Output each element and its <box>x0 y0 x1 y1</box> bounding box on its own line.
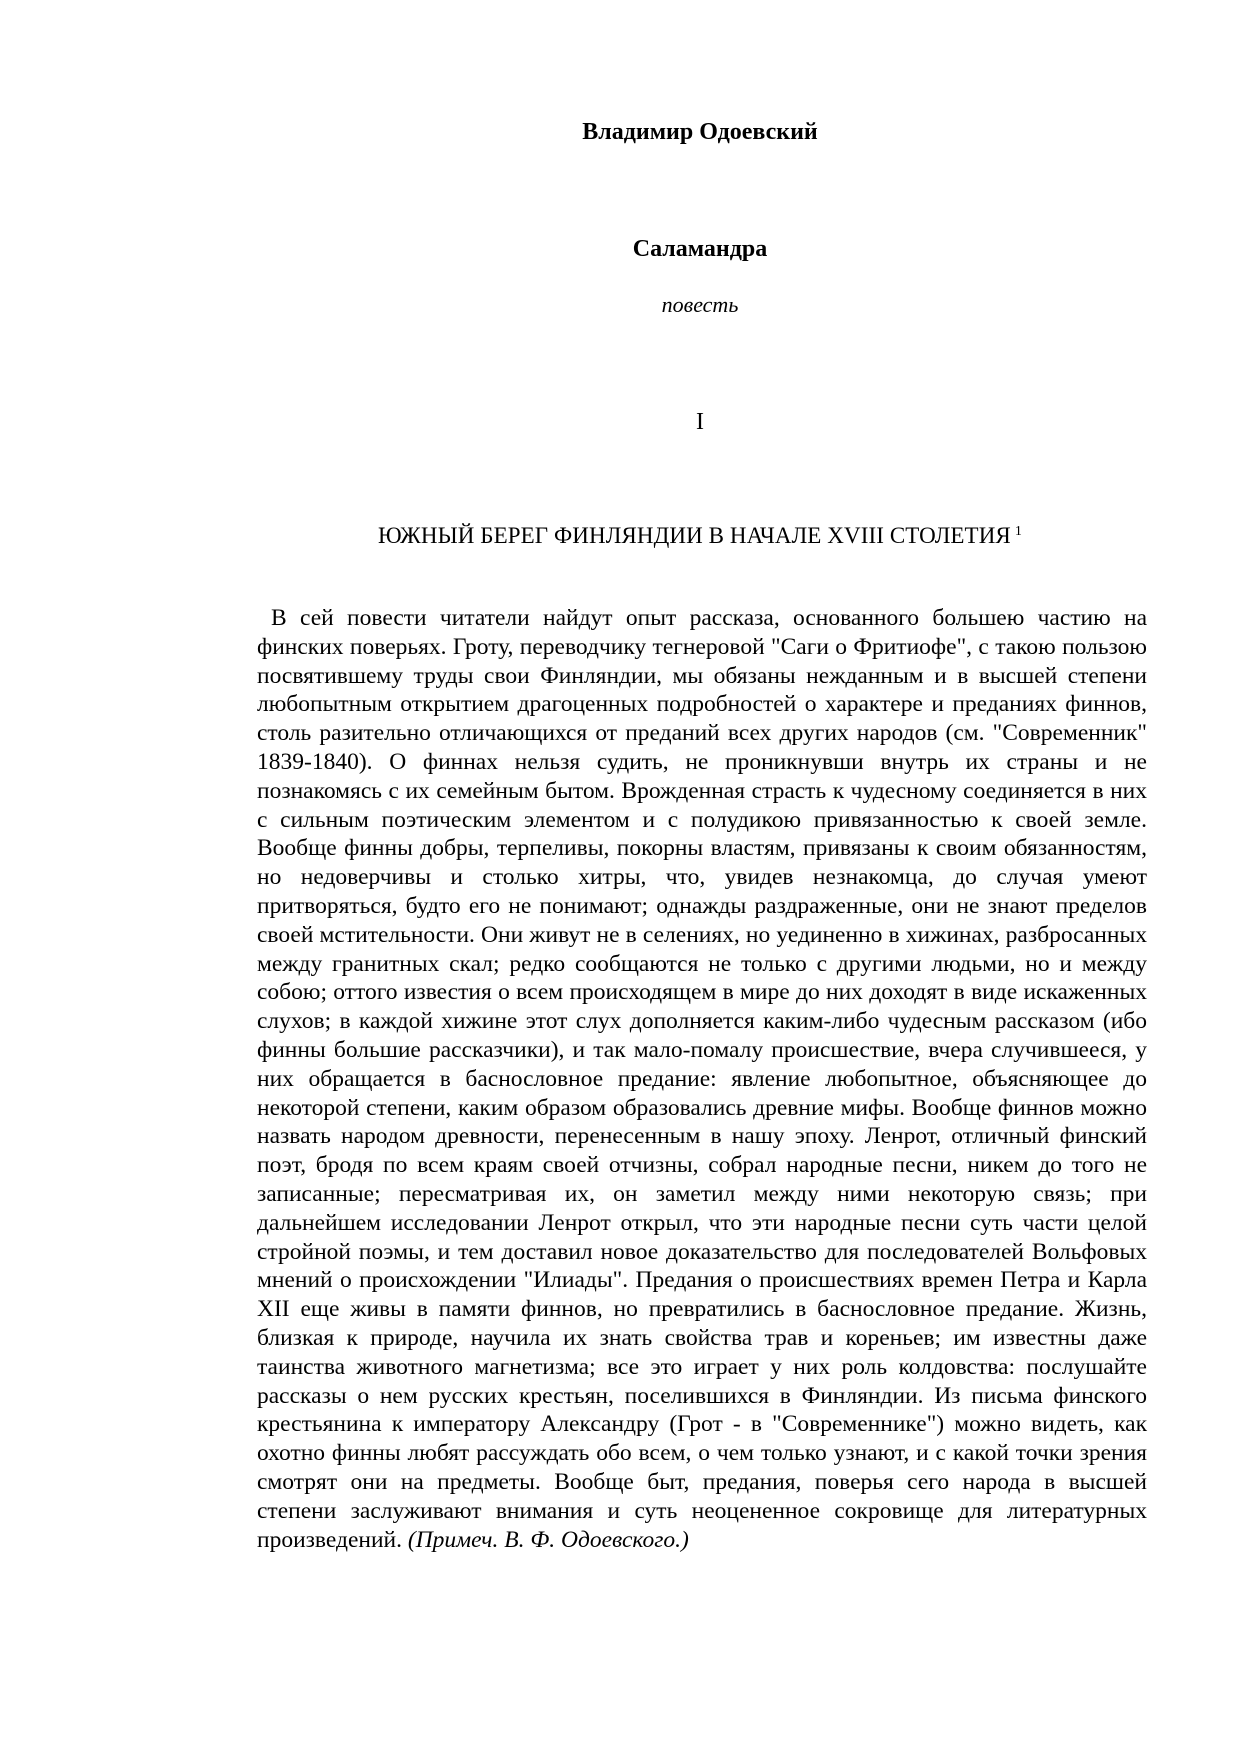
author-note: (Примеч. В. Ф. Одоевского.) <box>407 1526 689 1553</box>
chapter-number: I <box>696 409 704 435</box>
chapter-title-text: ЮЖНЫЙ БЕРЕГ ФИНЛЯНДИИ В НАЧАЛЕ XVIII СТОЛЕТИЯ <box>378 523 1011 548</box>
body-paragraph-text: В сей повести читатели найдут опыт рассказа, основанного большею частию на финских поверьях. Гроту, переводчику тегнеровой "Саги о Фритиофе", с такою пользою посвятившему труды свои Финляндии, мы обязаны нежданным и в высшей степени любопытным открытием драгоценных подробностей о характере и преданиях финнов, столь разительно отличающихся от преданий всех других народов (см. "Современник" 1839-1840). О финнах нельзя судить, не проникнувши внутрь их страны и не познакомясь с их семейным бытом. Врожденная страсть к чудесному соединяется в них с сильным поэтическим элементом и с полудикою привязанностью к своей земле. Вообще финны добры, терпеливы, покорны властям, привязаны к своим обязанностям, но недоверчивы и столько хитры, что, увидев незнакомца, до случая умеют притворяться, будто его не понимают; однажды раздраженные, они не знают пределов своей мстительности. Они живут не в селениях, но уединенно в хижинах, разбросанных между гранитных скал; редко сообщаются не только с другими людьми, но и между собою; оттого известия о всем происходящем в мире до них доходят в виде искаженных слухов; в каждой хижине этот слух дополняется каким-либо чудесным рассказом (ибо финны большие рассказчики), и так мало-помалу происшествие, вчера случившееся, у них обращается в баснословное предание: явление любопытное, объясняющее до некоторой степени, каким образом образовались древние мифы. Вообще финнов можно назвать народом древности, перенесенным в нашу эпоху. Ленрот, отличный финский поэт, бродя по всем краям своей отчизны, собрал народные песни, никем до того не записанные; пересматривая их, он заметил между ними некоторую связь; при дальнейшем исследовании Ленрот открыл, что эти народные песни суть части целой стройной поэмы, и тем доставил новое доказательство для последователей Вольфовых мнений о происхождении "Илиады". Предания о происшествиях времен Петра и Карла XII еще живы в памяти финнов, но превратились в баснословное предание. Жизнь, близкая к природе, научила их знать свойства трав и кореньев; им известны даже таинства животного магнетизма; все это играет у них роль колдовства: послушайте рассказы о нем русских крестьян, поселившихся в Финляндии. Из письма финского крестьянина к императору Александру (Грот - в "Современнике") можно видеть, как охотно финны любят рассуждать обо всем, о чем только узнают, и с какой точки зрения смотрят они на предметы. Вообще быт, предания, поверья сего народа в высшей степени заслуживают внимания и суть неоцененное сокровище для литературных произведений. <box>257 605 1147 1553</box>
work-title: Саламандра <box>632 236 768 262</box>
chapter-heading <box>0 522 1240 550</box>
work-genre: повесть <box>661 292 739 317</box>
footnote-marker: 1 <box>1014 524 1022 539</box>
author-name: Владимир Одоевский <box>582 119 818 145</box>
body-paragraph <box>257 604 1147 1554</box>
